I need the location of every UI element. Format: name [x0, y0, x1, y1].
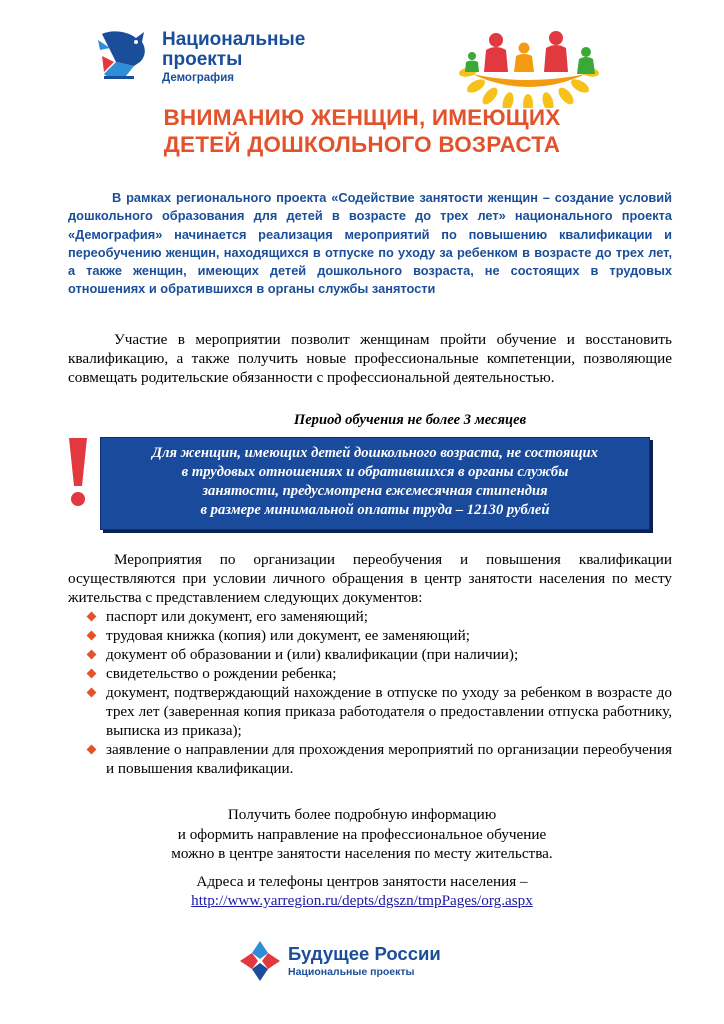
- employment-centers-link[interactable]: http://www.yarregion.ru/depts/dgszn/tmpPages/org.aspx: [191, 892, 533, 909]
- spacer: [0, 864, 724, 872]
- info-line1: Получить более подробную информацию: [227, 806, 497, 823]
- list-item: [68, 683, 672, 740]
- addresses-label: Адреса и телефоны центров занятости населения –: [196, 872, 528, 890]
- exclamation-icon: [63, 436, 93, 508]
- notice-line4: в размере минимальной оплаты труда – 12130 рублей: [200, 502, 550, 518]
- training-period: Период обучения не более 3 месяцев: [293, 412, 527, 428]
- diamond-bullet-icon: [87, 631, 97, 641]
- list-item-text: документ об образовании и (или) квалификации (при наличии);: [106, 646, 519, 663]
- future-russia-logo: [238, 939, 478, 985]
- list-item: [68, 626, 672, 645]
- documents-intro-paragraph: Мероприятия по организации переобучения и повышения квалификации осуществляются при условии личного обращения в центр занятости населения по месту жительства с представлением следующих документов:: [68, 551, 672, 606]
- family-sun-icon: [452, 26, 607, 108]
- documents-list: [68, 607, 672, 778]
- list-item-text: паспорт или документ, его заменяющий;: [106, 608, 368, 625]
- np-subtitle: Демография: [162, 72, 235, 84]
- family-sun-logo: [452, 26, 607, 108]
- diamond-bullet-icon: [87, 612, 97, 622]
- np-line1: Национальные: [162, 29, 306, 50]
- list-item: [68, 664, 672, 683]
- future-russia-title: Будущее России: [288, 943, 441, 964]
- info-line2: и оформить направление на профессиональное обучение: [177, 825, 547, 843]
- notice-line3: занятости, предусмотрена ежемесячная стипендия: [202, 483, 548, 499]
- diamond-bullet-icon: [87, 650, 97, 660]
- title-line2: ДЕТЕЙ ДОШКОЛЬНОГО ВОЗРАСТА: [163, 132, 561, 157]
- national-projects-logo: [96, 26, 336, 90]
- national-projects-title: [162, 30, 305, 70]
- page-title: [0, 104, 724, 158]
- bird-logo-icon: [96, 26, 158, 90]
- list-item: [68, 607, 672, 626]
- list-item-text: заявление о направлении для прохождения мероприятий по организации переобучения и повышения квалификации.: [106, 741, 672, 777]
- list-item: [68, 645, 672, 664]
- info-line3: можно в центре занятости населения по месту жительства.: [171, 845, 553, 862]
- stipend-notice-box: [100, 437, 650, 530]
- participation-paragraph: Участие в мероприятии позволит женщинам пройти обучение и восстановить квалификацию, а также получить новые профессиональные компетенции, позволяющие совмещать родительские обязанности с профессиональной деятельностью.: [68, 331, 672, 386]
- diamond-bullet-icon: [87, 669, 97, 679]
- diamond-bullet-icon: [87, 688, 97, 698]
- list-item-text: трудовая книжка (копия) или документ, ее заменяющий;: [106, 627, 470, 644]
- notice-line1: Для женщин, имеющих детей дошкольного возраста, не состоящих: [152, 445, 598, 461]
- np-line2: проекты: [162, 49, 243, 70]
- title-line1: ВНИМАНИЮ ЖЕНЩИН, ИМЕЮЩИХ: [163, 105, 561, 130]
- list-item: [68, 740, 672, 778]
- intro-paragraph: В рамках регионального проекта «Содействие занятости женщин – создание условий дошкольного образования для детей в возрасте до трех лет» национального проекта «Демография» начинается реализация мероприятий по повышению квалификации и переобучению женщин, находящихся в отпуске по уходу за ребенком в возрасте до трех лет, а также женщин, имеющих детей дошкольного возраста, не состоящих в трудовых отношениях и обратившихся в органы службы занятости: [68, 190, 672, 297]
- diamond-bullet-icon: [87, 745, 97, 755]
- future-russia-cross-icon: [238, 939, 282, 983]
- future-russia-subtitle: Национальные проекты: [288, 966, 415, 978]
- list-item-text: документ, подтверждающий нахождение в отпуске по уходу за ребенком в возрасте до трех лет (заверенная копия приказа работодателя о предоставлении отпуска работнику, выписка из приказа);: [106, 684, 672, 739]
- list-item-text: свидетельство о рождении ребенка;: [106, 665, 337, 682]
- notice-line2: в трудовых отношениях и обратившихся в органы службы: [181, 464, 569, 480]
- contact-info: [0, 805, 724, 911]
